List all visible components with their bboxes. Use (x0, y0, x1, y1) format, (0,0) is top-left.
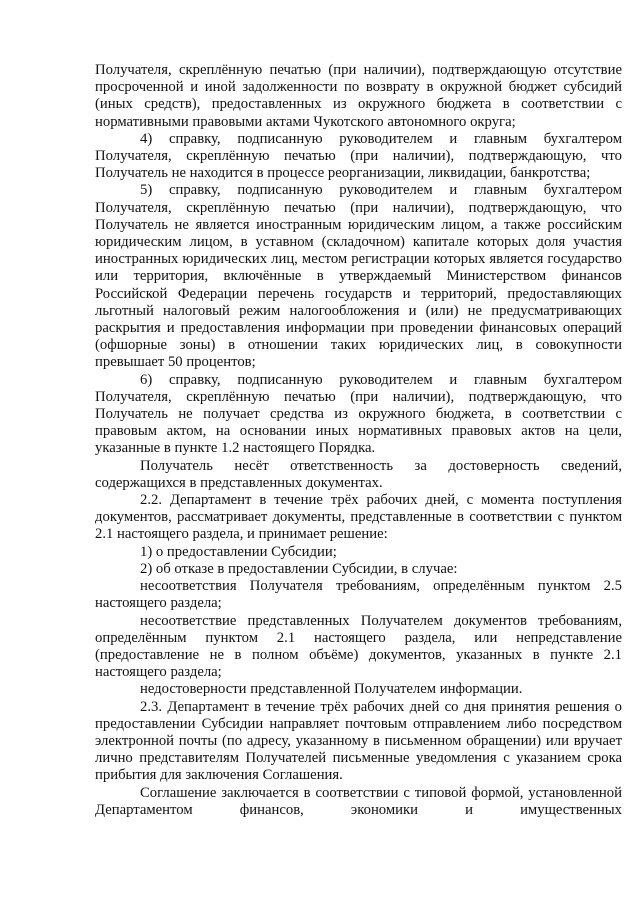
paragraph-12: 2.3. Департамент в течение трёх рабочих дней со дня принятия решения о предоставлении Субсидии направляет почтовым отправлением либо посредством электронной почты (по адресу, указанному в письменном обращении) или вручает лично представителям Получателей письменные уведомления с указанием срока прибытия для заключения Соглашения. (95, 698, 622, 784)
paragraph-6: 2.2. Департамент в течение трёх рабочих дней, с момента поступления документов, рассматривает документы, представленные в соответствии с пунктом 2.1 настоящего раздела, и принимает решение: (95, 492, 622, 543)
paragraph-4: 6) справку, подписанную руководителем и главным бухгалтером Получателя, скреплённую печатью (при наличии), подтверждающую, что Получатель не получает средства из окружного бюджета, в соответствии с правовым актом, на основании иных нормативных правовых актов на цели, указанные в пункте 1.2 настоящего Порядка. (95, 371, 622, 457)
document-page (95, 62, 622, 819)
paragraph-13: Соглашение заключается в соответствии с типовой формой, установленной Департаментом финансов, экономики и имущественных (95, 784, 622, 818)
paragraph-8: 2) об отказе в предоставлении Субсидии, в случае: (140, 560, 458, 577)
paragraph-10: несоответствие представленных Получателем документов требованиям, определённым пунктом 2.1 настоящего раздела, или непредставление (предоставление не в полном объёме) документов, указанных в пункте 2.1 настоящего раздела; (95, 612, 622, 681)
paragraph-5: Получатель несёт ответственность за достоверность сведений, содержащихся в представленных документах. (95, 457, 622, 491)
paragraph-1: Получателя, скреплённую печатью (при наличии), подтверждающую отсутствие просроченной и иной задолженности по возврату в окружной бюджет субсидий (иных средств), предоставленных из окружного бюджета в соответствии с нормативными правовыми актами Чукотского автономного округа; (95, 62, 622, 130)
paragraph-11: недостоверности представленной Получателем информации. (140, 681, 523, 698)
paragraph-9: несоответствия Получателя требованиям, определённым пунктом 2.5 настоящего раздела; (95, 578, 622, 612)
paragraph-2: 4) справку, подписанную руководителем и главным бухгалтером Получателя, скреплённую печатью (при наличии), подтверждающую, что Получатель не находится в процессе реорганизации, ликвидации, банкротства; (95, 130, 622, 182)
paragraph-7: 1) о предоставлении Субсидии; (140, 543, 337, 560)
paragraph-3: 5) справку, подписанную руководителем и главным бухгалтером Получателя, скреплённую печатью (при наличии), подтверждающую, что Получатель не является иностранным юридическим лицом, а также российским юридическим лицом, в уставном (складочном) капитале которых доля участия иностранных юридических лиц, местом регистрации которых является государство или территория, включённые в утверждаемый Министерством финансов Российской Федерации перечень государств и территорий, предоставляющих льготный налоговый режим налогообложения и (или) не предусматривающих раскрытия и предоставления информации при проведении финансовых операций (офшорные зоны) в отношении таких юридических лиц, в совокупности превышает 50 процентов; (95, 182, 622, 371)
